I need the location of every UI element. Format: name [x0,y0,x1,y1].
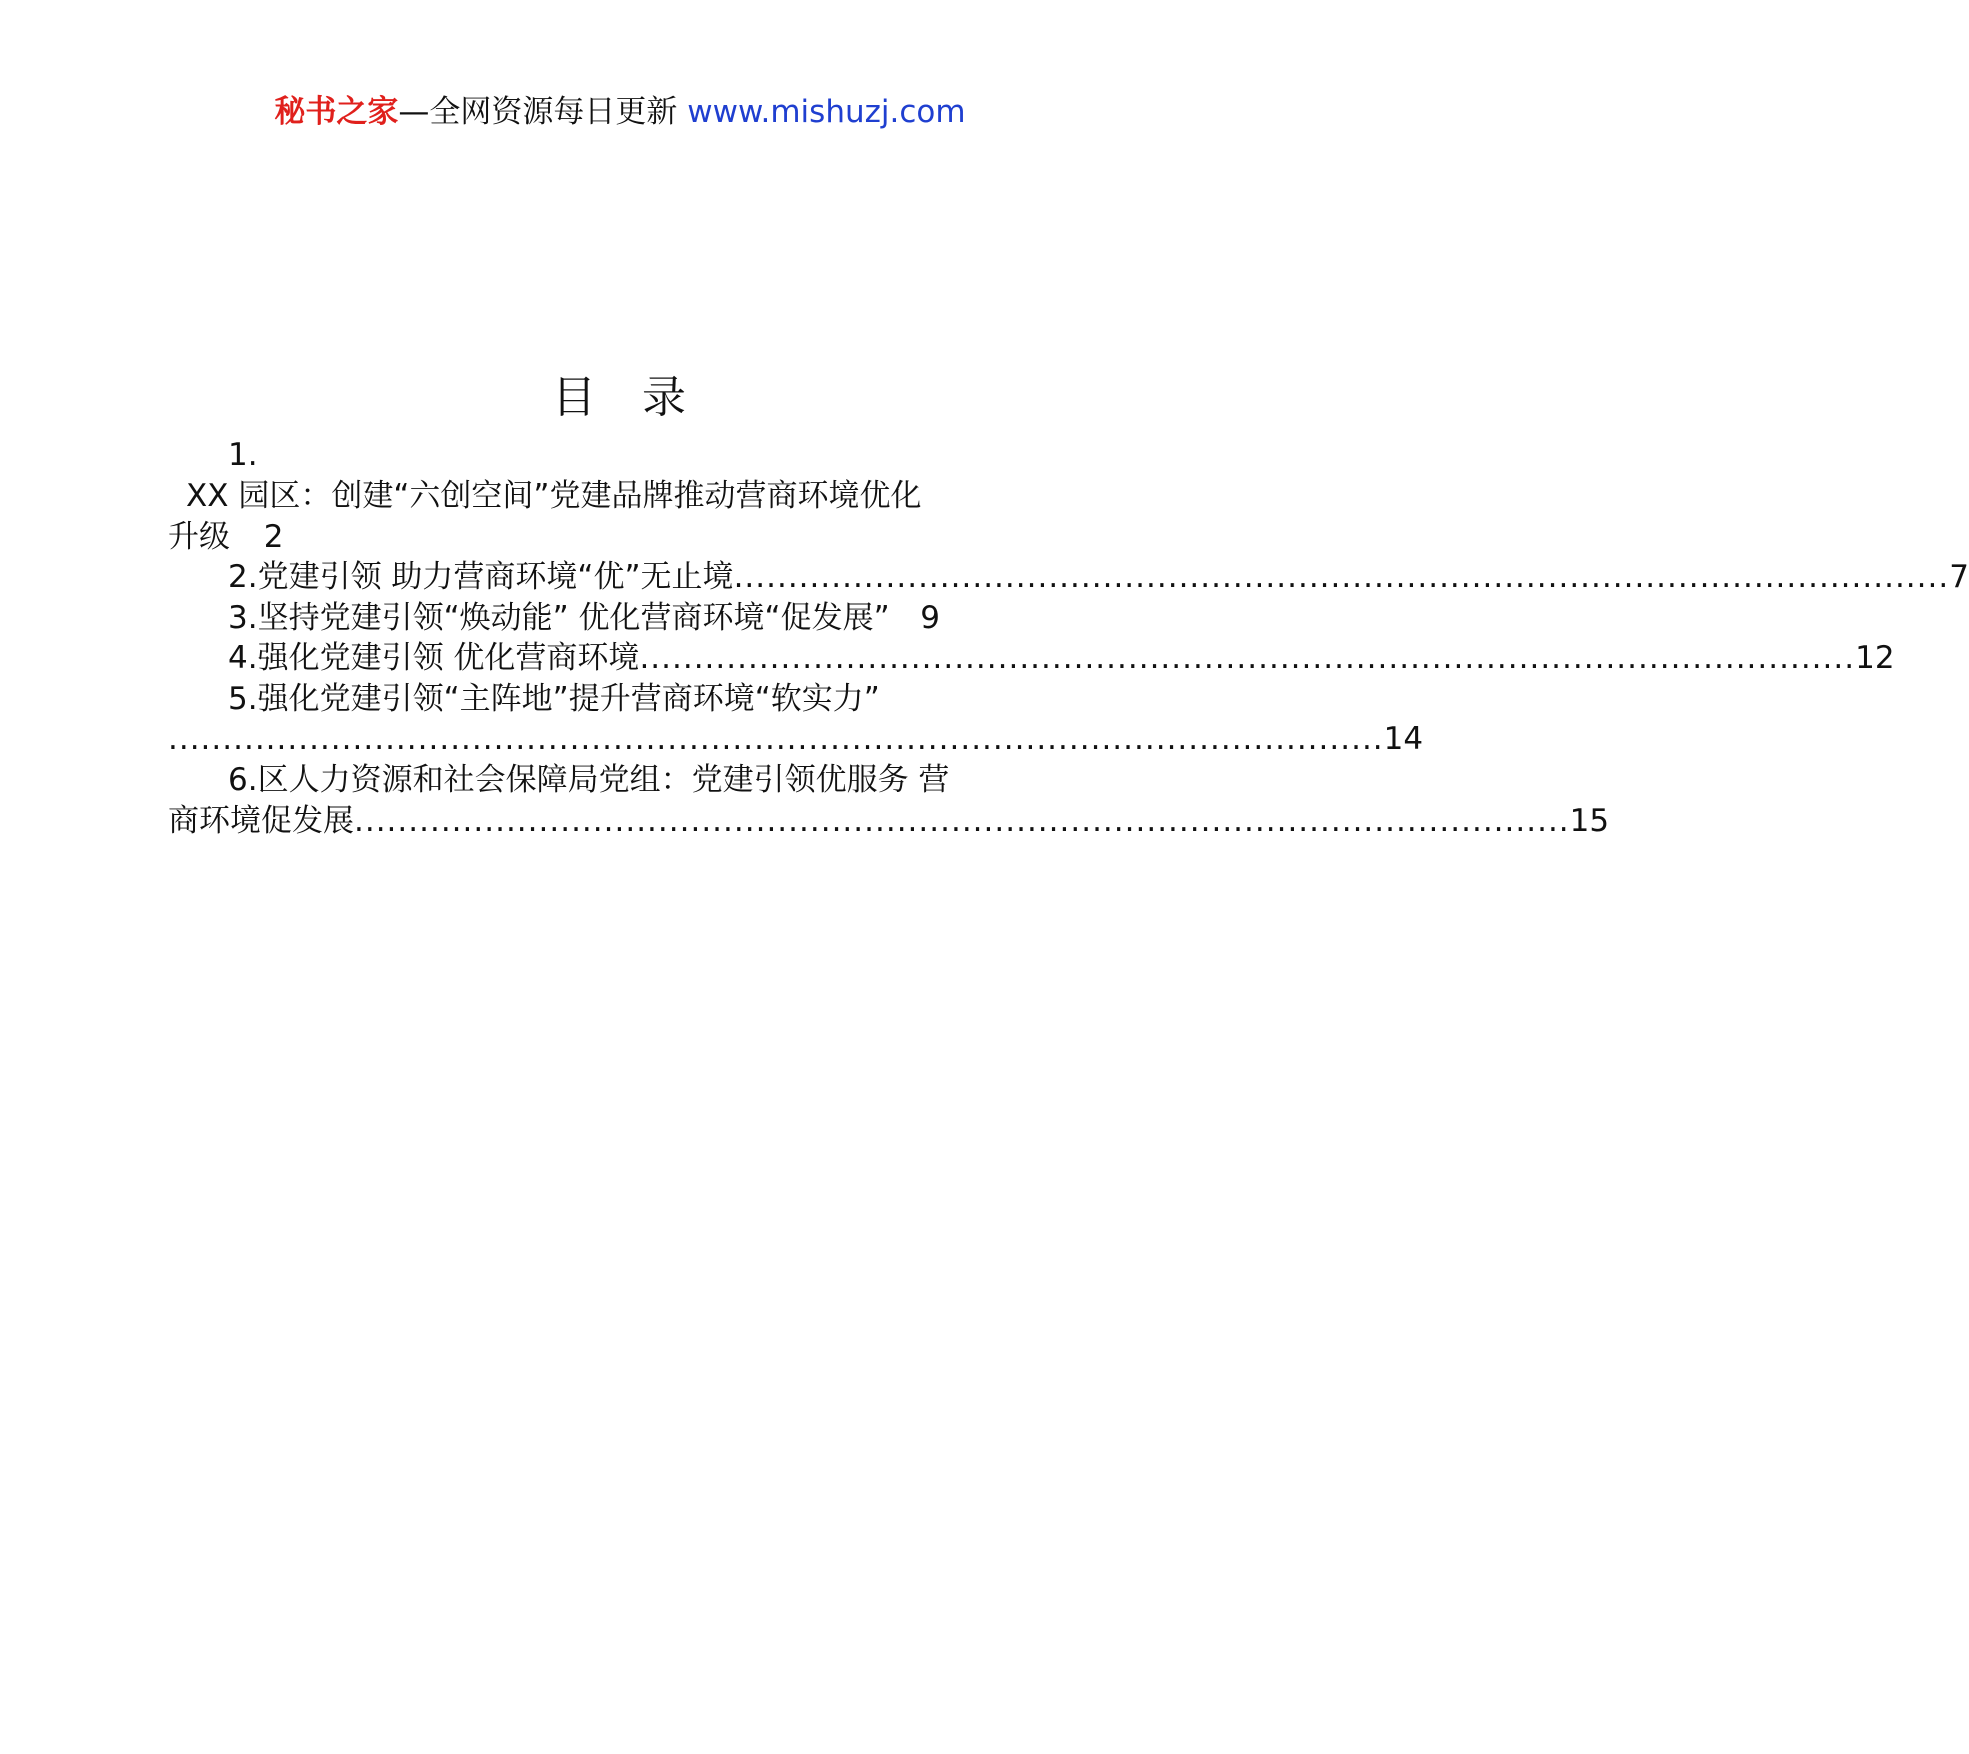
toc-entry-6-page: 15 [1569,803,1610,839]
toc-entry-2[interactable] [228,555,1969,599]
toc-entry-1-number-text: 1. [228,437,258,473]
toc-entry-6-continuation[interactable] [168,799,1610,843]
toc-entry-1-number[interactable] [228,433,428,477]
brand-name: 秘书之家 [274,94,399,130]
title-char-2: 录 [642,372,688,423]
toc-entry-1-title[interactable] [186,474,1052,518]
site-url-link[interactable]: www.mishuzj.com [687,94,966,130]
toc-entry-6-text: 6.区人力资源和社会保障局党组：党建引领优服务 营 [228,762,950,798]
toc-entry-3-text: 3.坚持党建引领“焕动能” 优化营商环境“促发展” [228,600,890,636]
toc-entry-3-page: 9 [920,600,940,636]
toc-entry-1-page: 2 [263,519,284,555]
toc-entry-6-leader: ................................................................................................................ [354,803,1570,839]
toc-entry-5[interactable] [228,677,940,721]
title-char-1: 目 [552,372,598,423]
toc-entry-1-title-text: XX 园区：创建“六创空间”党建品牌推动营商环境优化 [186,478,922,514]
toc-entry-6[interactable] [228,758,950,802]
toc-entry-4-page: 12 [1855,640,1895,676]
toc-entry-3[interactable] [228,596,940,640]
toc-entry-2-page: 7 [1949,559,1969,595]
toc-entry-5-text: 5.强化党建引领“主阵地”提升营商环境“软实力” [228,681,880,717]
toc-entry-4[interactable] [228,636,1895,680]
toc-entry-2-leader: ................................................................................................................ [733,559,1950,595]
header-tagline: —全网资源每日更新 [398,94,678,130]
toc-entry-1-continuation[interactable] [168,515,1052,559]
toc-entry-5-leader: ................................................................................................................ [168,721,1384,757]
toc-entry-4-text: 4.强化党建引领 优化营商环境 [228,640,640,676]
toc-entry-2-text: 2.党建引领 助力营商环境“优”无止境 [228,559,734,595]
toc-entry-6-continuation-text: 商环境促发展 [168,803,354,839]
toc-entry-4-leader: ................................................................................................................ [639,640,1856,676]
toc-entry-5-leader-line[interactable] [168,717,1424,761]
toc-entry-1-continuation-text: 升级 [168,519,230,555]
toc-entry-5-page: 14 [1383,721,1424,757]
